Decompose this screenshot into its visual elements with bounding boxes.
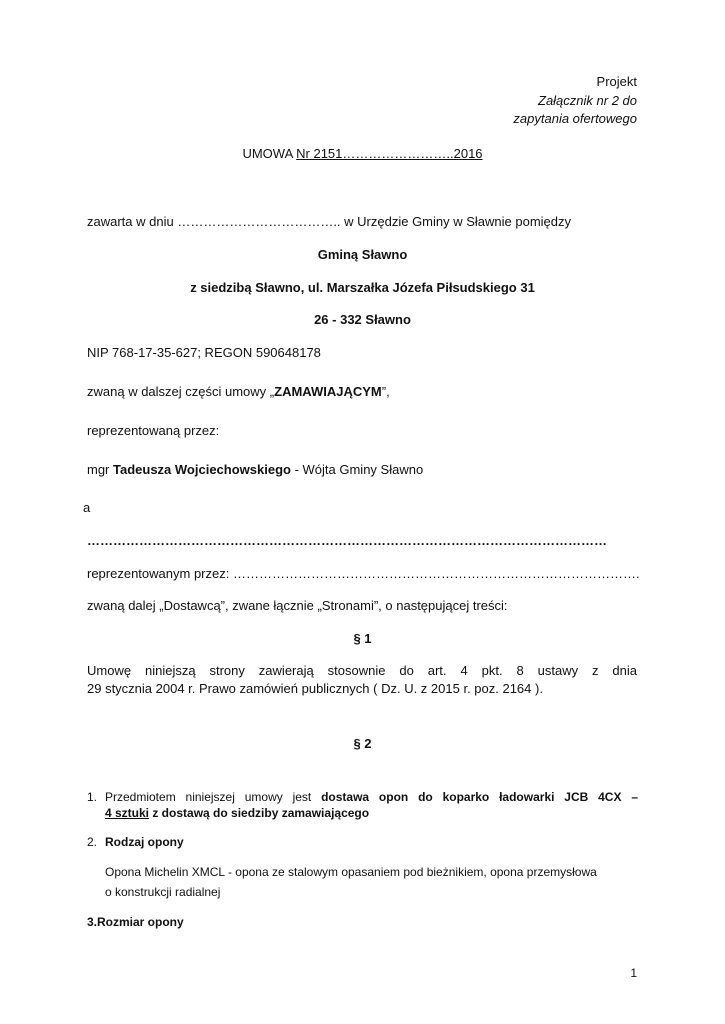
called-line	[87, 384, 390, 400]
party-ids: NIP 768-17-35-627; REGON 590648178	[87, 345, 321, 360]
rep-suffix: - Wójta Gminy Sławno	[290, 462, 424, 477]
called-suffix: ”,	[381, 384, 390, 399]
header-project: Projekt	[596, 74, 637, 89]
represented-line: reprezentowaną przez:	[87, 423, 220, 438]
item1-prefix: Przedmiotem niniejszej umowy jest	[105, 790, 322, 804]
item1-bold: dostawa opon do koparko ładowarki JCB 4CX –	[321, 790, 638, 804]
party-address: z siedzibą Sławno, ul. Marszałka Józefa Piłsudskiego 31	[190, 280, 535, 295]
header-inquiry: zapytania ofertowego	[513, 111, 637, 126]
party-postcode: 26 - 332 Sławno	[314, 312, 411, 327]
item1-line2	[105, 805, 369, 821]
represented2-line: reprezentowanym przez: ………………………………………………………………………………….	[87, 566, 640, 581]
item2-desc-line2: o konstrukcji radialnej	[105, 885, 221, 899]
page-number: 1	[630, 966, 637, 980]
item1-line1	[105, 789, 638, 805]
item2-number: 2.	[87, 835, 98, 849]
contractor-dots: …………………………………………………………………………………………………………	[87, 533, 607, 548]
called2-line: zwaną dalej „Dostawcą”, zwane łącznie „Stronami”, o następującej treści:	[87, 598, 508, 613]
header-attachment: Załącznik nr 2 do	[538, 93, 637, 108]
party-name: Gminą Sławno	[317, 247, 408, 262]
item2-label: Rodzaj opony	[105, 835, 184, 849]
and-line: a	[83, 500, 91, 515]
rep-name: Tadeusza Wojciechowskiego	[113, 462, 291, 477]
contract-number: Nr 2151……………………..2016	[296, 146, 483, 161]
called-name: ZAMAWIAJĄCYM	[274, 384, 382, 399]
called-prefix: zwaną w dalszej części umowy „	[87, 384, 275, 399]
representative-line	[87, 462, 423, 478]
rep-prefix: mgr	[87, 462, 113, 477]
item1-quantity: 4 sztuki	[105, 806, 150, 820]
contract-title	[0, 146, 725, 162]
section2-heading: § 2	[353, 736, 372, 751]
section1-heading: § 1	[353, 631, 372, 646]
section1-text-line2: 29 stycznia 2004 r. Prawo zamówień publicznych ( Dz. U. z 2015 r. poz. 2164 ).	[87, 681, 543, 696]
item3-label: 3.Rozmiar opony	[87, 915, 184, 929]
item1-number: 1.	[87, 790, 98, 804]
title-prefix: UMOWA	[242, 146, 297, 161]
section1-text-line1: Umowę niniejszą strony zawierają stosownie do art. 4 pkt. 8 ustawy z dnia	[87, 663, 637, 678]
concluded-line: zawarta w dniu ……………………………….. w Urzędzie Gminy w Sławnie pomiędzy	[87, 214, 572, 229]
item2-desc-line1: Opona Michelin XMCL - opona ze stalowym opasaniem pod bieżnikiem, opona przemysłowa	[105, 865, 597, 879]
item1-delivery: z dostawą do siedziby zamawiającego	[149, 806, 370, 820]
